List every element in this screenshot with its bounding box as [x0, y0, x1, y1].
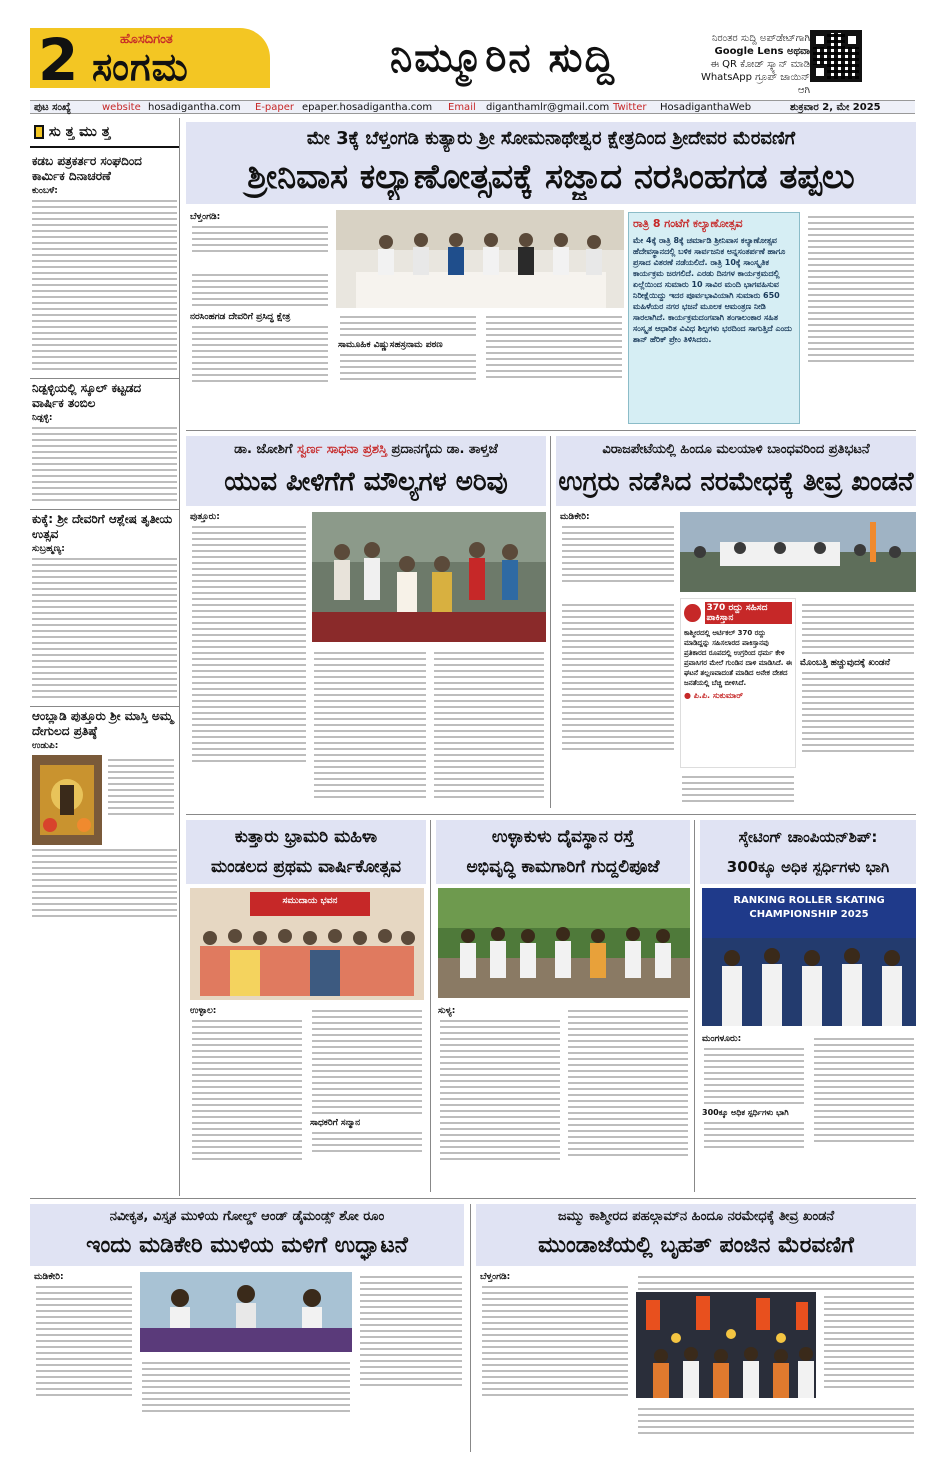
book-icon [34, 125, 44, 139]
youth-award-photo [312, 512, 546, 642]
main-story-col4 [806, 212, 916, 366]
gold-press-photo [140, 1272, 352, 1352]
divider [30, 1198, 916, 1199]
youth-body-col1 [190, 512, 308, 766]
protest-body-col2b [680, 772, 796, 806]
road-headline-line1: ಉಳ್ಳಾಕುಳು ದೈವಸ್ಥಾನ ರಸ್ತೆ [491, 827, 635, 847]
youth-body-col3 [432, 648, 546, 802]
press-meet-image [336, 210, 624, 308]
skating-dateline: ಮಂಗಳೂರು: [702, 1034, 742, 1044]
march-body-col4 [636, 1404, 916, 1438]
skating-headline-line1: ಸ್ಕೇಟಿಂಗ್ ಚಾಂಪಿಯನ್‌ಶಿಪ್: [738, 828, 878, 846]
award-name: ಸ್ವರ್ಣ ಸಾಧನಾ ಪ್ರಶಸ್ತಿ [297, 442, 387, 457]
briefs-heading-text: ಸು ತ್ತ ಮು ತ್ತ [48, 124, 111, 140]
main-story-body [190, 212, 330, 256]
twitter-link[interactable]: HosadiganthaWeb [660, 102, 752, 113]
press-meet-image [140, 1272, 352, 1352]
award-ceremony-image [312, 512, 546, 642]
sidebar-370-text: ಕಾಶ್ಮೀರದಲ್ಲಿ ಆರ್ಟಿಕಲ್ 370 ರದ್ದು ಮಾಡಿದ್ದನ್ನು ಸಹಿಸಲಾರದ ಪಾಕಿಸ್ತಾನವು ಪ್ರತಿಕಾರದ ರೂಪದಲ್ಲಿ ಉಗ್ರರಿಂದ ಧರ್ಮ ಕೇಳಿ ಪ್ರವಾಸಿಗರ ಮೇಲೆ ಗುಂಡಿನ ದಾಳಿ ಮಾಡಿಸಿದೆ. ಈ ಘಟನೆ ತಲ್ಲಣವಾದಂತೆ ಮಾಡಿದ ಅನೇಕ ದೇಶದ ಜನತೆಯಲ್ಲಿ ಬೆಚ್ಚಿ ಬೀಳಿಸಿದೆ. [684, 629, 792, 687]
gold-kicker: ನವೀಕೃತ, ವಿಸ್ತೃತ ಮುಳಿಯ ಗೋಲ್ಡ್ ಆಂಡ್ ಡೈಮಂಡ್ಸ್ ಶೋ ರೂಂ [109, 1209, 385, 1224]
brief-title: ಕಡಬ ಪತ್ರಕರ್ತರ ಸಂಘದಿಂದ ಕಾರ್ಮಿಕ ದಿನಾಚರಣೆ [32, 154, 142, 183]
main-story-col1 [190, 270, 330, 310]
promo-line: WhatsApp ಗ್ರೂಪ್ ಜಾಯಿನ್ ಆಗಿ [700, 72, 810, 96]
main-subhead: ಸಾಮೂಹಿಕ ವಿಷ್ಣುಸಹಸ್ರನಾಮ ಪಠಣ [338, 340, 443, 350]
brief-dateline: ಕುಂಬಳೆ: [32, 186, 58, 196]
main-subhead: ನರಸಿಂಹಗಡ ದೇವರಿಗೆ ಪ್ರಸಿದ್ಧ ಕ್ಷೇತ್ರ [190, 312, 291, 322]
sidebar-text: ಮೇ 4ಕ್ಕೆ ರಾತ್ರಿ 8ಕ್ಕೆ ಚರ್ಮಾಡಿ ಶ್ರೀನಿವಾಸ ಕಲ್ಯಾಣೋತ್ಸವ ಹೆದೇವಸ್ಥಾನದಲ್ಲಿ ಬಳಿಕ ಸಾರ್ವಜನಿಕ ಅನ್ನಸಂತರ್ಪಣೆ ಹಾಗೂ ಪ್ರಸಾದ ವಿತರಣೆ ನಡೆಯಲಿದೆ. ರಾತ್ರಿ 10ಕ್ಕೆ ಸಾಂಸ್ಕೃತಿಕ ಕಾರ್ಯಕ್ರಮ ಜರಗಲಿದೆ. ಎರಡು ದಿನಗಳ ಕಾರ್ಯಕ್ರಮದಲ್ಲಿ ಏಲ್ಲೆಯಿಂದ ಸುಮಾರು 10 ಸಾವಿರ ಮಂದಿ ಭಾಗವಹಿಸುವ ನಿರೀಕ್ಷೆಯಿದ್ದು ಇದರ ಪೂರ್ವಭಾವಿಯಾಗಿ ಸುಮಾರು 650 ಮಹಿಳೆಯರ ನಗರ ಭಜನೆ ಮೂಲಕ ಆಮಂತ್ರಣ ನೀಡಿ ಸಾರಲಾಗಿದೆ. ಕಾರ್ಯಕ್ರಮದಂಗವಾಗಿ ತಂಗಾಲಂಕಾರ ಸಹಿತ ಸಂಸ್ಕೃತ ಆಧಾರಿತ ವಿವಿಧ ಶಿಲ್ಪಗಳು ಭರದಿಂದ ಸಾಗುತ್ತಿದೆ ಎಂದು ಶಾನ್ ಹೆರಿಕ್ ಪ್ರೇಂ ತಿಳಿಸಿದರು. [633, 236, 792, 344]
masthead [0, 0, 945, 100]
publication-name: ಹೊಸದಿಗಂತ [120, 32, 173, 47]
march-dateline: ಬೆಳ್ತಂಗಡಿ: [480, 1272, 511, 1282]
brief-story [30, 509, 179, 698]
brief-dateline: ಉಡುಪಿ: [32, 741, 59, 751]
youth-dateline: ಪುತ್ತೂರು: [190, 512, 220, 522]
torch-rally-image [636, 1292, 816, 1398]
temple-image [32, 755, 102, 845]
main-kicker: ಮೇ 3ಕ್ಕೆ ಬೆಳ್ತಂಗಡಿ ಕುತ್ಯಾರು ಶ್ರೀ ಸೋಮನಾಥೇಶ್ವರ ಕ್ಷೇತ್ರದಿಂದ ಶ್ರೀದೇವರ ಮೆರವಣಿಗೆ [306, 128, 796, 149]
brief-dateline: ನಿಡ್ಪಳ್ಳಿ: [32, 413, 53, 423]
mahila-headline-line1: ಕುತ್ತಾರು ಭ್ರಾಮರಿ ಮಹಿಳಾ [234, 827, 378, 847]
qr-code-icon[interactable] [810, 30, 862, 82]
website-label: website [102, 102, 141, 113]
march-body-col1 [480, 1272, 630, 1400]
sidebar-370-byline: ಪಿ.ಪಿ. ಸುಕುಮಾರ್ [693, 691, 744, 700]
skating-photo [702, 888, 916, 1026]
gold-headline: ಇಂದು ಮಡಿಕೇರಿ ಮುಳಿಯ ಮಳಿಗೆ ಉದ್ಘಾಟನೆ [86, 1233, 408, 1258]
mahila-body-col2 [310, 1006, 424, 1156]
youth-body-col2 [312, 648, 428, 802]
main-story-col3 [484, 312, 624, 382]
brief-title: ನಿಡ್ಪಳ್ಳಿಯಲ್ಲಿ ಸ್ಕೂಲ್ ಕಟ್ಟಡದ ವಾರ್ಷಿಕ ತಂಬಿಲ [32, 381, 142, 410]
brief-body [30, 849, 179, 917]
website-link[interactable]: hosadigantha.com [148, 102, 241, 113]
protest-body-col3 [800, 600, 916, 756]
youth-kicker [186, 440, 546, 460]
road-body-col2 [566, 1006, 690, 1160]
divider [430, 820, 431, 1192]
protest-subhead: ಮೊಂಬತ್ತಿ ಹಚ್ಚುವುದಕ್ಕೆ ಖಂಡನೆ [800, 658, 890, 668]
march-photo [636, 1292, 816, 1398]
march-body-col3 [822, 1292, 916, 1392]
brief-body [30, 558, 179, 698]
gold-body-col1 [34, 1272, 134, 1400]
gold-body-col2 [140, 1358, 352, 1416]
epaper-link[interactable]: epaper.hosadigantha.com [302, 102, 433, 113]
sidebar-370-title: 370 ರದ್ದು ಸಹಿಸದ ಪಾಕಿಸ್ತಾನ [705, 602, 792, 624]
brief-story [30, 706, 179, 917]
divider [470, 1204, 471, 1452]
march-kicker: ಜಮ್ಮು ಕಾಶ್ಮೀರದ ಪಹಲ್ಗಾಮ್‌ನ ಹಿಂದೂ ನರಮೇಧಕ್ಕೆ ತೀವ್ರ ಖಂಡನೆ [557, 1209, 835, 1224]
main-press-photo [336, 210, 624, 308]
supplement-brand: ಸಂಗಮ [92, 45, 189, 89]
protest-body-col1 [560, 512, 676, 586]
divider [186, 814, 916, 815]
page-number: 2 [38, 26, 79, 94]
kalyanotsava-sidebar [628, 212, 800, 424]
twitter-label: Twitter [613, 102, 647, 113]
brief-body [30, 427, 179, 501]
youth-headline: ಯುವ ಪೀಳಿಗೆಗೆ ಮೌಲ್ಯಗಳ ಅರಿವು [224, 467, 508, 497]
promo-line: Google Lens ಅಥವಾ [714, 46, 810, 57]
promo-line: ನಿರಂತರ ಸುದ್ದಿ ಅಪ್‌ಡೇಟ್‌ಗಾಗಿ [711, 33, 810, 44]
mahila-photo [190, 888, 424, 1000]
contact-strip [30, 100, 915, 114]
main-dateline: ಬೆಳ್ತಂಗಡಿ: [190, 212, 221, 222]
youth-kicker-part: ಡಾ. ಜೋಶಿಗೆ [234, 442, 293, 457]
protest-photo [680, 512, 916, 592]
email-link[interactable]: diganthamlr@gmail.com [486, 102, 610, 113]
divider [550, 436, 551, 808]
brief-story [30, 152, 179, 370]
briefs-heading [30, 118, 179, 148]
issue-date: ಶುಕ್ರವಾರ 2, ಮೇ 2025 [790, 102, 881, 113]
championship-banner: RANKING ROLLER SKATING CHAMPIONSHIP 2025 [733, 895, 885, 920]
section-title: ನಿಮ್ಮೂರಿನ ಸುದ್ದಿ [390, 35, 616, 81]
protest-headline: ಉಗ್ರರು ನಡೆಸಿದ ನರಮೇಧಕ್ಕೆ ತೀವ್ರ ಖಂಡನೆ [558, 467, 914, 497]
hall-banner: ಸಮುದಾಯ ಭವನ [282, 896, 338, 906]
brief-dateline: ಸುಬ್ರಹ್ಮಣ್ಯ: [32, 544, 65, 554]
march-headline: ಮುಂಡಾಜೆಯಲ್ಲಿ ಬೃಹತ್ ಪಂಜಿನ ಮೆರವಣಿಗೆ [538, 1233, 854, 1258]
brief-body [30, 200, 179, 370]
protest-image [680, 512, 916, 592]
temple-photo [32, 755, 177, 845]
gold-dateline: ಮಡಿಕೇರಿ: [34, 1272, 64, 1282]
promo-line: ಈ QR ಕೋಡ್ ಸ್ಕ್ಯಾನ್ ಮಾಡಿ [710, 59, 810, 70]
brief-story [30, 378, 179, 501]
divider [186, 430, 916, 431]
march-body-col2 [636, 1272, 916, 1294]
protest-body-col1b [560, 600, 676, 754]
alert-icon [684, 604, 701, 622]
gold-body-col3 [358, 1272, 464, 1390]
skating-headline-line2: 300ಕ್ಕೂ ಅಧಿಕ ಸ್ಪರ್ಧಿಗಳು ಭಾಗಿ [726, 858, 890, 876]
strip-label: ಪುಟ ಸಂಖ್ಯೆ [34, 102, 71, 113]
youth-kicker-part: ಪ್ರದಾನಗೈದು ಡಾ. ತಾಳ್ತಜೆ [391, 442, 498, 457]
mahila-dateline: ಉಳ್ಳಾಲ: [190, 1006, 217, 1016]
epaper-label: E-paper [255, 102, 295, 113]
mahila-headline-line2: ಮಂಡಲದ ಪ್ರಥಮ ವಾರ್ಷಿಕೋತ್ಸವ [210, 857, 402, 877]
groundbreaking-image [438, 888, 690, 998]
road-dateline: ಸುಳ್ಯ: [438, 1006, 456, 1016]
mahila-subhead: ಸಾಧಕರಿಗೆ ಸನ್ಮಾನ [310, 1118, 361, 1128]
main-headline: ಶ್ರೀನಿವಾಸ ಕಲ್ಯಾಣೋತ್ಸವಕ್ಕೆ ಸಜ್ಜಾದ ನರಸಿಂಹಗಡ ತಪ್ಪಲು [247, 157, 855, 197]
divider [694, 820, 695, 1192]
brief-title: ಆಂಬ್ಲಾಡಿ ಪುತ್ತೂರು ಶ್ರೀ ಮಾಸ್ತಿ ಅಮ್ಮ ದೇಗುಲದ ಪ್ರತಿಷ್ಠೆ [32, 709, 173, 738]
qr-promo-text [690, 32, 810, 97]
sidebar-title: ರಾತ್ರಿ 8 ಗಂಟೆಗೆ ಕಲ್ಯಾಣೋತ್ಸವ [633, 217, 743, 230]
skating-subhead: 300ಕ್ಕೂ ಅಧಿಕ ಸ್ಪರ್ಧಿಗಳು ಭಾಗಿ [702, 1108, 789, 1117]
road-headline-line2: ಅಭಿವೃದ್ಧಿ ಕಾಮಗಾರಿಗೆ ಗುದ್ದಲಿಪೂಜೆ [466, 857, 660, 877]
road-photo [438, 888, 690, 998]
skating-body-col1 [702, 1034, 806, 1152]
skating-body-col2 [812, 1034, 916, 1146]
protest-kicker: ವಿರಾಜಪೇಟೆಯಲ್ಲಿ ಹಿಂದೂ ಮಲಯಾಳಿ ಬಾಂಧವರಿಂದ ಪ್ರತಿಭಟನೆ [602, 442, 870, 457]
article-370-sidebar: 370 ರದ್ದು ಸಹಿಸದ ಪಾಕಿಸ್ತಾನ ಕಾಶ್ಮೀರದಲ್ಲಿ ಆರ್ಟಿಕಲ್ 370 ರದ್ದು ಮಾಡಿದ್ದನ್ನು ಸಹಿಸಲಾರದ ಪಾಕಿಸ್ತಾನವು ಪ್ರತಿಕಾರದ ರೂಪದಲ್ಲಿ ಉಗ್ರರಿಂದ ಧರ್ಮ ಕೇಳಿ ಪ್ರವಾಸಿಗರ ಮೇಲೆ ಗುಂಡಿನ ದಾಳಿ ಮಾಡಿಸಿದೆ. ಈ ಘಟನೆ ತಲ್ಲಣವಾದಂತೆ ಮಾಡಿದ ಅನೇಕ ದೇಶದ ಜನತೆಯಲ್ಲಿ ಬೆಚ್ಚಿ ಬೀಳಿಸಿದೆ. ● ಪಿ.ಪಿ. ಸುಕುಮಾರ್ [680, 598, 796, 768]
main-story-col2 [190, 312, 478, 386]
mahila-body-col1 [190, 1006, 304, 1164]
email-label: Email [448, 102, 476, 113]
protest-dateline: ಮಡಿಕೇರಿ: [560, 512, 590, 522]
left-briefs-column [30, 118, 180, 1196]
brief-title: ಕುಕ್ಕೆ: ಶ್ರೀ ದೇವರಿಗೆ ಆಶ್ಲೇಷ ತೃತೀಯ ಉತ್ಸವ [32, 512, 173, 541]
road-body-col1 [438, 1006, 562, 1164]
